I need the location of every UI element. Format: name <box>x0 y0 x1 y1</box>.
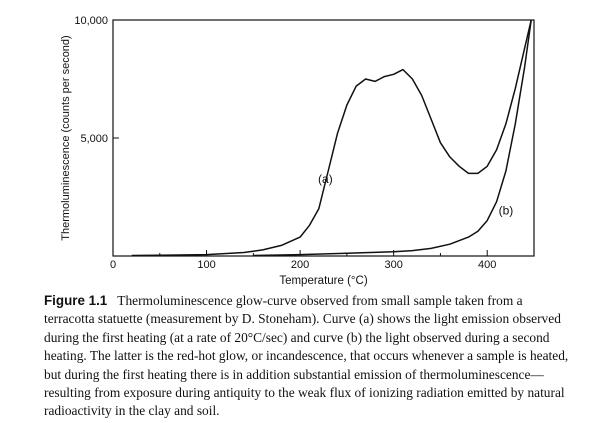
x-axis-label: Temperature (°C) <box>279 275 368 287</box>
series-a-label: (a) <box>318 171 333 186</box>
x-tick-label: 0 <box>109 259 117 271</box>
y-tick-label: 10,000 <box>74 15 108 27</box>
caption-text: Thermoluminescence glow-curve observed from small sample taken from a terracotta statuette (measurement by D. Stoneham). Curve (a) shows the light emission observed during the first heating (at a rate of 20°C/sec) and curve (b) the light observed during a second heating. The latter is the red-hot glow, or incandescence, that occurs whenever a sample is heated, but during the first heating there is in addition substantial emission of thermoluminescence—resulting from exposure during antiquity to the weak flux of ionizing radiation emitted by natural radioactivity in the clay and soil. <box>44 293 569 419</box>
x-tick-label: 400 <box>478 259 497 271</box>
plot-frame <box>113 20 534 256</box>
x-tick-label: 100 <box>197 259 216 271</box>
figure-caption <box>44 292 574 421</box>
x-tick-label: 200 <box>290 259 310 271</box>
y-tick-label: 5,000 <box>80 133 108 145</box>
series-b-label: (b) <box>498 203 514 218</box>
series-b-curve <box>253 20 531 256</box>
series-a-curve <box>132 20 532 256</box>
x-tick-label: 300 <box>384 259 403 271</box>
y-axis-label: Thermoluminescence (counts per second) <box>60 35 72 241</box>
figure-number: Figure 1.1 <box>44 293 108 308</box>
